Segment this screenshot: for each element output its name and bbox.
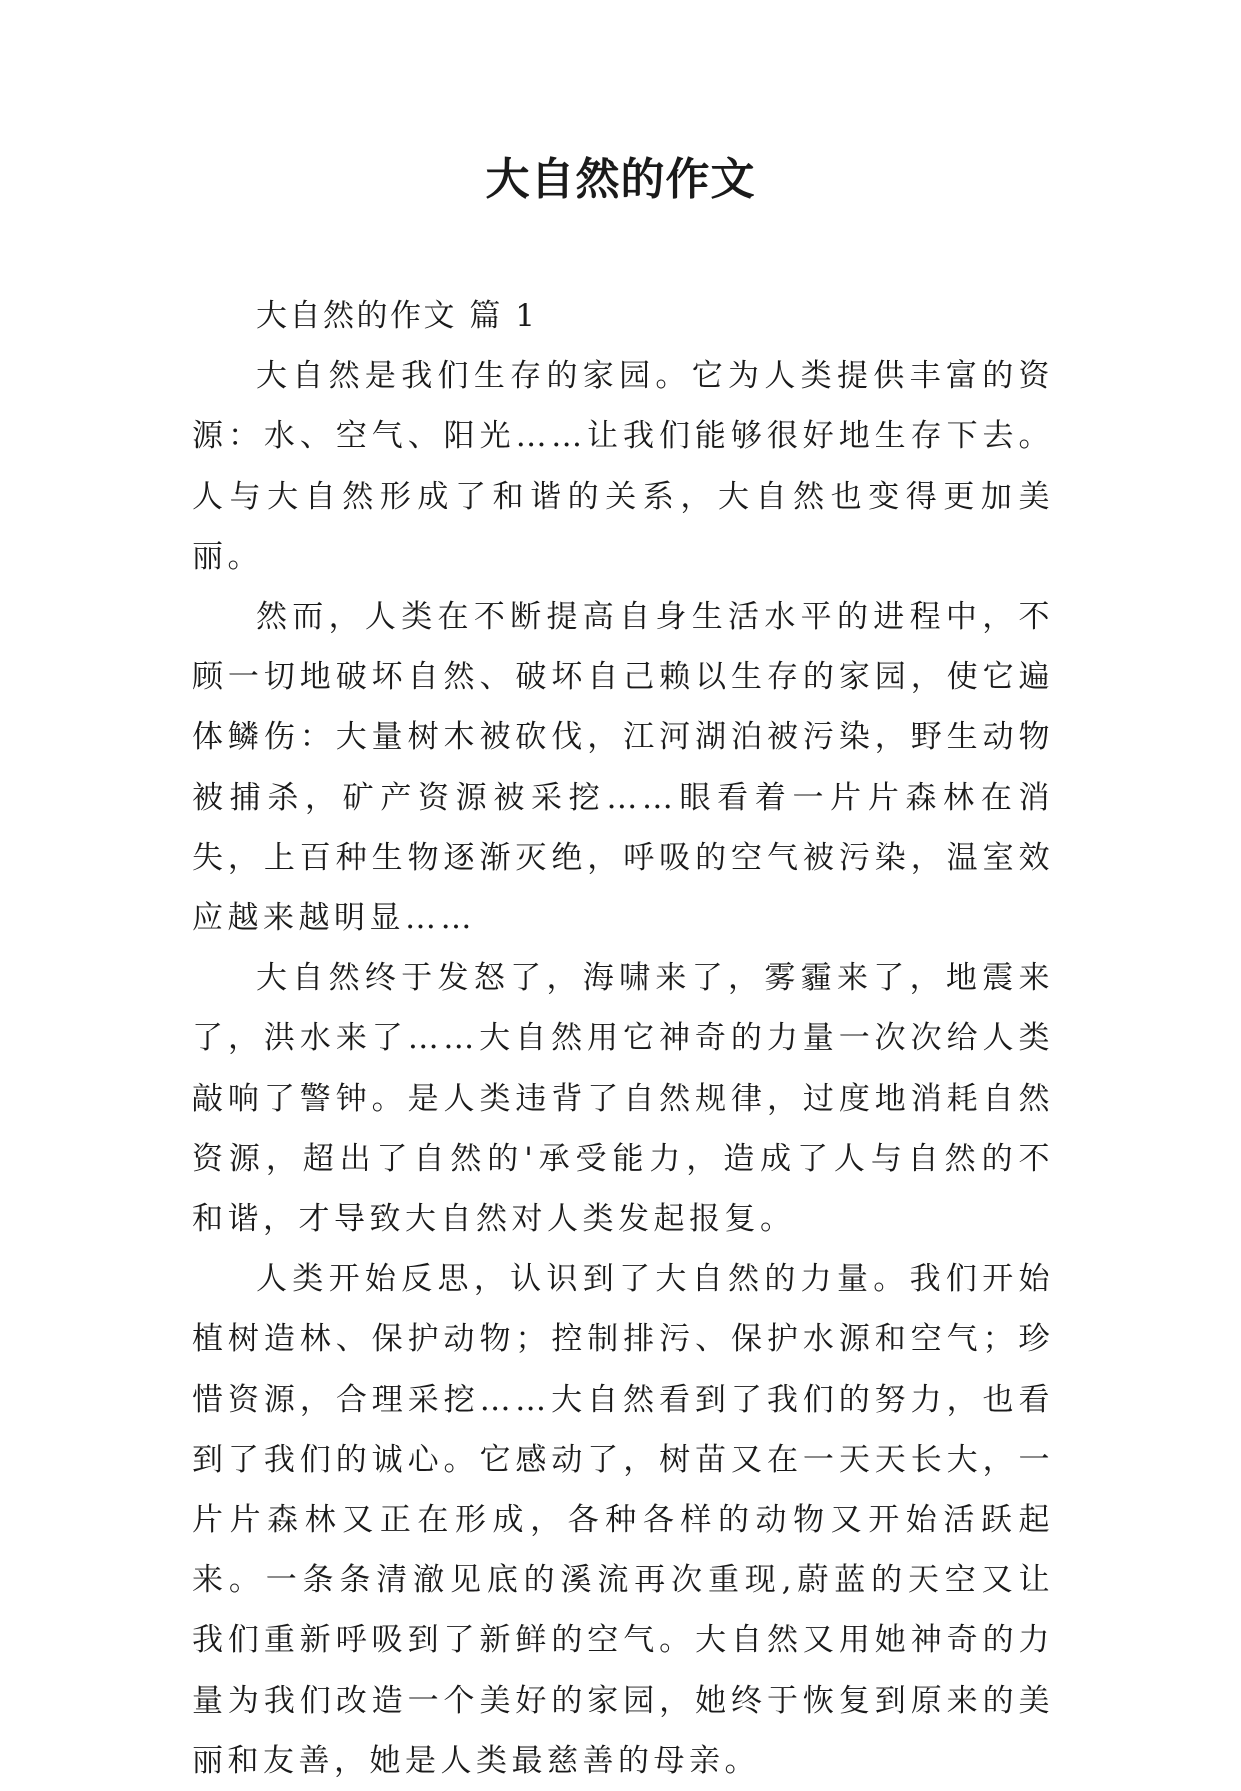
paragraph-2: 然而，人类在不断提高自身生活水平的进程中，不顾一切地破坏自然、破坏自己赖以生存的家园，使它遍体鳞伤：大量树木被砍伐，江河湖泊被污染，野生动物被捕杀，矿产资源被采挖……眼看着一片片森林在消失，上百种生物逐渐灭绝，呼吸的空气被污染，温室效应越来越明显……	[192, 599, 1054, 937]
paragraph-1: 大自然是我们生存的家园。它为人类提供丰富的资源：水、空气、阳光……让我们能够很好地生存下去。人与大自然形成了和谐的关系，大自然也变得更加美丽。	[192, 358, 1054, 575]
paragraph-3: 大自然终于发怒了，海啸来了，雾霾来了，地震来了，洪水来了……大自然用它神奇的力量一次次给人类敲响了警钟。是人类违背了自然规律，过度地消耗自然资源，超出了自然的'承受能力，造成了人与自然的不和谐，才导致大自然对人类发起报复。	[192, 960, 1054, 1238]
paragraph-4: 人类开始反思，认识到了大自然的力量。我们开始植树造林、保护动物；控制排污、保护水源和空气；珍惜资源，合理采挖……大自然看到了我们的努力，也看到了我们的诚心。它感动了，树苗又在一天天长大，一片片森林又正在形成，各种各样的动物又开始活跃起来。一条条清澈见底的溪流再次重现,蔚蓝的天空又让我们重新呼吸到了新鲜的空气。大自然又用她神奇的力量为我们改造一个美好的家园，她终于恢复到原来的美丽和友善，她是人类最慈善的母亲。	[192, 1261, 1054, 1779]
section-heading: 大自然的作文 篇 1	[256, 298, 538, 334]
document-body	[192, 286, 1054, 1791]
document-title: 大自然的作文	[485, 154, 756, 205]
